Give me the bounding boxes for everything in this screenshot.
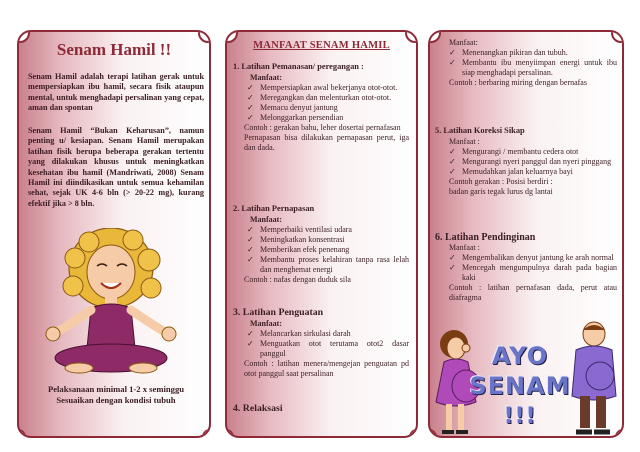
section-breathing [233, 204, 411, 285]
example-note: Contoh : berbaring miring dengan bernafas [449, 78, 587, 87]
section-heading: 2. Latihan Pernapasan [233, 204, 315, 213]
check-icon: ✓ [449, 253, 456, 262]
meditating-woman-illustration [39, 228, 189, 378]
example-note: badan garis tegak lurus dg lantai [449, 187, 553, 196]
check-icon: ✓ [449, 157, 456, 166]
page-title: Senam Hamil !! [56, 40, 172, 59]
check-icon: ✓ [247, 235, 254, 244]
definition-paragraph: Senam Hamil “Bukan Keharusan”, namun penting u/ kesiapan. Senam Hamil merupakan latihan fisik berupa beberapa gerakan tertentu yang dilakukan khusus untuk meningkatkan kesehatan ibu hamil (Mandriwati, 2008) Senam Hamil ini diindikasikan untuk semua kehamilan sehat, sejak UK 4-6 bln (> 20-22 mg), kurang efektif jika > 8 bln. [28, 126, 204, 208]
list-item: ✓ Mempersiapkan awal bekerjanya otot-otot. [247, 83, 398, 92]
example-note: Contoh : latihan pernafasan dada, perut atau diafragma [449, 283, 617, 302]
list-item: ✓ Membantu ibu menyiimpan energi untuk ibu siap menghadapi persalinan. [449, 58, 617, 77]
check-icon: ✓ [449, 263, 456, 272]
example-note: Contoh : nafas dengan duduk sila [244, 275, 351, 284]
check-icon: ✓ [247, 329, 254, 338]
section-heading: 1. Latihan Pemanasan/ peregangan : [233, 62, 364, 71]
section-strengthening [233, 308, 411, 379]
check-icon: ✓ [247, 245, 254, 254]
list-item: ✓ Mengurangi / membantu cedera otot [449, 147, 579, 156]
list-item: ✓ Meningkatkan konsentrasi [247, 235, 345, 244]
check-icon: ✓ [247, 83, 254, 92]
section-cooldown [435, 233, 619, 303]
section-posture [435, 126, 619, 197]
check-icon: ✓ [449, 167, 456, 176]
caption-line: Sesuaikan dengan kondisi tubuh [56, 395, 176, 405]
section-warmup [233, 62, 411, 153]
ayo-banner-line: SENAM [469, 372, 571, 400]
check-icon: ✓ [247, 255, 254, 264]
intro-paragraph: Senam Hamil adalah terapi latihan gerak untuk mempersiapkan ibu hamil, secara fisik ataupun mental, untuk menghadapi persalinan yang cepat, aman dan spontan [28, 72, 204, 113]
list-item: ✓ Memberikan efek penenang [247, 245, 350, 254]
example-note: Pernapasan bisa dilakukan pernapasan perut, iga dan dada. [244, 133, 409, 152]
section-heading: 3. Latihan Penguatan [233, 307, 324, 318]
section-subheading: Manfaat: [449, 38, 478, 47]
section-subheading: Manfaat : [449, 137, 480, 146]
check-icon: ✓ [247, 113, 254, 122]
section-relaxation [233, 404, 411, 415]
section-subheading: Manfaat: [250, 73, 282, 82]
check-icon: ✓ [247, 225, 254, 234]
check-icon: ✓ [449, 48, 456, 57]
list-item: ✓ Melonggarkan persendian [247, 113, 344, 122]
section-relaxation-cont [435, 38, 619, 88]
caption-line: Pelaksanaan minimal 1-2 x seminggu [47, 384, 185, 394]
section-subheading: Manfaat: [250, 319, 282, 328]
check-icon: ✓ [449, 147, 456, 156]
panel-more-benefits [428, 30, 624, 438]
example-note: Contoh : gerakan bahu, leher dosertai pernafasan [244, 123, 401, 132]
list-item: ✓ Memacu denyut jantung [247, 103, 338, 112]
example-note: Contoh gerakan : Posisi berdiri : [449, 177, 553, 186]
list-item: ✓ Mencegah mengumpulnya darah pada bagian kaki [449, 263, 617, 282]
check-icon: ✓ [247, 339, 254, 348]
list-item: ✓ Menguatkan otot terutama otot2 dasar panggul [247, 339, 409, 358]
schedule-caption [23, 384, 209, 406]
check-icon: ✓ [247, 103, 254, 112]
section-heading: 4. Relaksasi [233, 403, 283, 414]
check-icon: ✓ [247, 93, 254, 102]
section-heading: 6. Latihan Pendinginan [435, 232, 536, 243]
man-illustration [568, 320, 622, 438]
ayo-banner-line: AYO [491, 342, 549, 370]
panel-intro [17, 30, 211, 438]
list-item: ✓ Membantu proses kelahiran tanpa rasa lelah dan menghemat energi [247, 255, 409, 274]
section-subheading: Manfaat : [449, 243, 480, 252]
list-item: ✓ Melancarkan sirkulasi darah [247, 329, 351, 338]
list-item: ✓ Mengurangi nyeri panggul dan nyeri pinggang [449, 157, 612, 166]
section-heading: 5. Latihan Koreksi Sikap [435, 126, 525, 135]
list-item: ✓ Mengembalikan denyut jantung ke arah normal [449, 253, 614, 262]
section-subheading: Manfaat: [250, 215, 282, 224]
section-title: MANFAAT SENAM HAMIL [253, 40, 390, 51]
example-note: Contoh : latihan menera/mengejan penguatan pd otot panggul saat persalinan [244, 359, 409, 378]
panel-benefits [225, 30, 418, 438]
check-icon: ✓ [449, 58, 456, 67]
list-item: ✓ Memperbaiki ventilasi udara [247, 225, 352, 234]
list-item: ✓ Memudahkan jalan keluarnya bayi [449, 167, 573, 176]
list-item: ✓ Menenangkan pikiran dan tubuh. [449, 48, 568, 57]
list-item: ✓ Meregangkan dan melenturkan otot-otot. [247, 93, 392, 102]
ayo-banner-line: !!! [503, 404, 537, 429]
